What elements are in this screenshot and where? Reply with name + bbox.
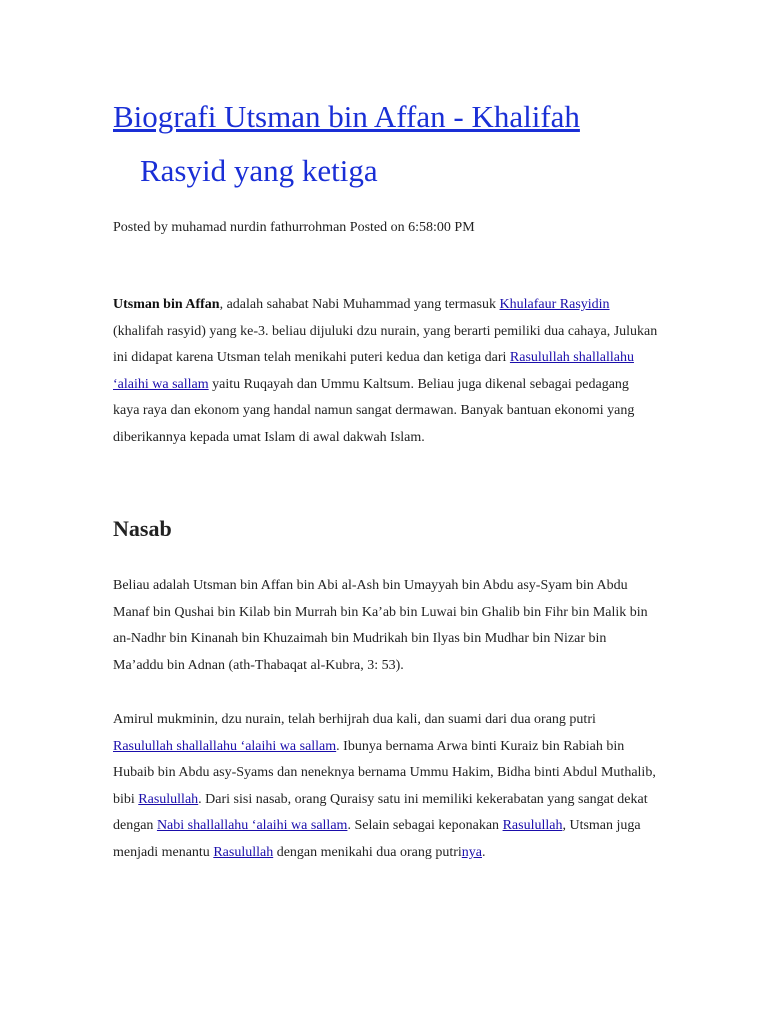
link-rasulullah[interactable]: Rasulullah shallallahu ‘alaihi wa sallam xyxy=(113,350,634,392)
p2-text-4: . Selain sebagai keponakan xyxy=(347,818,503,834)
p2-text-3: . Dari sisi nasab, orang Quraisy satu ini memiliki kekerabatan yang sangat dekat dengan xyxy=(113,791,648,834)
section-heading-nasab: Nasab xyxy=(113,516,172,541)
link-khulafaur-rasyidin[interactable]: Khulafaur Rasyidin xyxy=(499,297,610,312)
title-line-1: Biografi Utsman bin Affan - Khalifah xyxy=(113,99,580,134)
link-nya[interactable]: nya xyxy=(461,844,482,860)
article-title xyxy=(113,90,673,198)
intro-paragraph xyxy=(113,292,658,452)
bold-name: Utsman bin Affan xyxy=(113,297,220,312)
intro-text-1: , adalah sahabat Nabi Muhammad yang termasuk xyxy=(219,297,500,312)
link-rasulullah-3[interactable]: Rasulullah xyxy=(502,818,563,834)
p2-text-2: . Ibunya bernama Arwa binti Kuraiz bin Rabiah bin Hubaib bin Abdu asy-Syams dan neneknya bernama Ummu Hakim, Bidha binti Abdul Muthalib, bibi xyxy=(113,738,656,807)
title-line-2: Rasyid yang ketiga xyxy=(140,153,378,188)
link-nabi-saw[interactable]: Nabi shallallahu ‘alaihi wa sallam xyxy=(156,818,348,834)
link-rasulullah-2[interactable]: Rasulullah xyxy=(138,791,199,807)
link-rasulullah-4[interactable]: Rasulullah xyxy=(213,844,274,860)
post-meta: Posted by muhamad nurdin fathurrohman Posted on 6:58:00 PM xyxy=(113,220,475,235)
nasab-paragraph-2 xyxy=(113,707,658,867)
p2-text-5: , Utsman juga menjadi menantu xyxy=(113,818,641,860)
intro-text-3: yaitu Ruqayah dan Ummu Kaltsum. Beliau juga dikenal sebagai pedagang kaya raya dan ekonom yang handal namun sangat dermawan. Banyak bantuan ekonomi yang diberikannya kepada umat Islam di awal dakwah Islam. xyxy=(113,376,635,445)
link-rasulullah-saw[interactable]: Rasulullah shallallahu ‘alaihi wa sallam xyxy=(113,738,337,754)
intro-text-2: (khalifah rasyid) yang ke-3. beliau dijuluki dzu nurain, yang berarti pemiliki dua cahaya, Julukan ini didapat karena Utsman telah menikahi puteri kedua dan ketiga dari xyxy=(113,323,658,366)
p2-text-6: dengan menikahi dua orang putri xyxy=(273,844,462,860)
article-title-link[interactable] xyxy=(113,99,580,188)
nasab-paragraph-1: Beliau adalah Utsman bin Affan bin Abi al-Ash bin Umayyah bin Abdu asy-Syam bin Abdu Manaf bin Qushai bin Kilab bin Murrah bin Ka’ab bin Luwai bin Ghalib bin Fihr bin Malik bin an-Nadhr bin Kinanah bin Khuzaimah bin Mudrikah bin Ilyas bin Mudhar bin Nizar bin Ma’addu bin Adnan (ath-Thabaqat al-Kubra, 3: 53). xyxy=(113,578,648,673)
p2-text-1: Amirul mukminin, dzu nurain, telah berhijrah dua kali, dan suami dari dua orang putri xyxy=(113,712,596,727)
p2-text-7: . xyxy=(481,844,486,860)
